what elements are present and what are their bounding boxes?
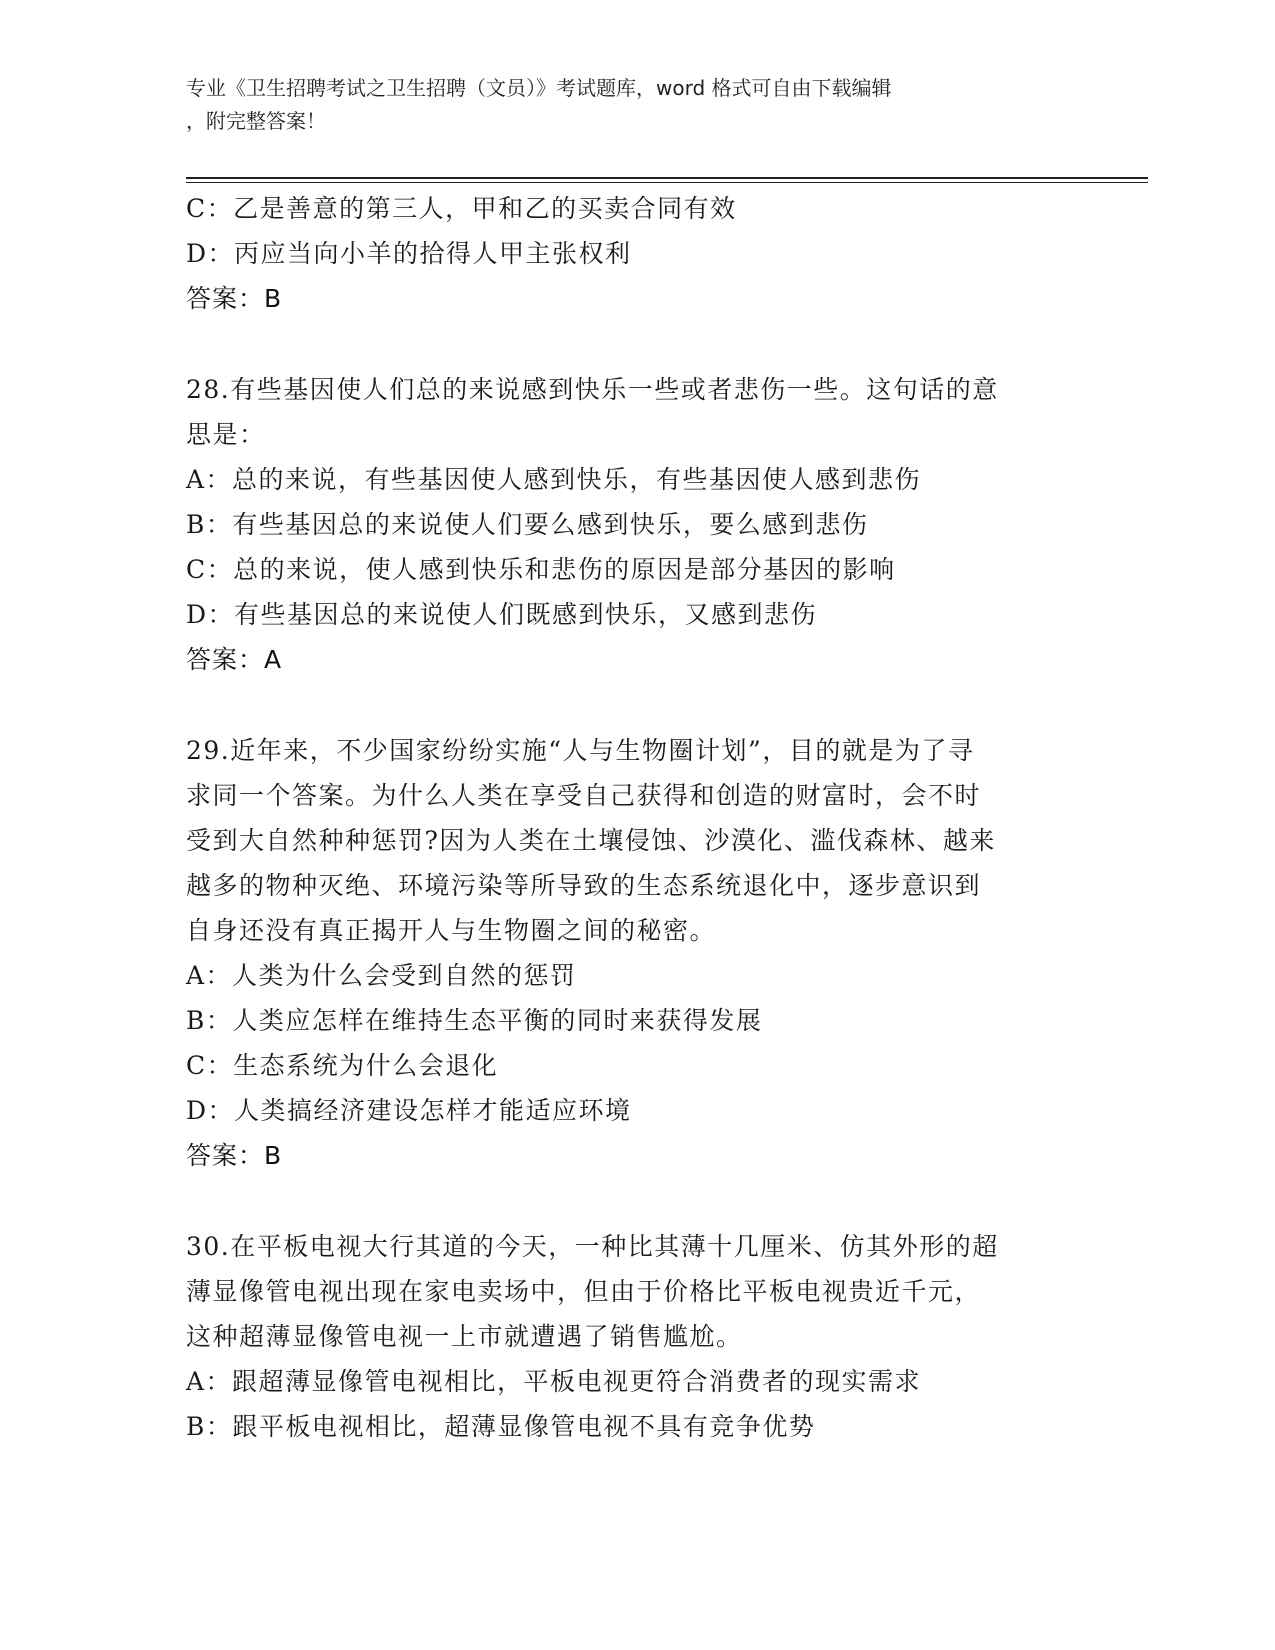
question-content <box>186 186 1126 1449</box>
option-c: C：生态系统为什么会退化 <box>186 1051 499 1080</box>
question-text: 薄显像管电视出现在家电卖场中，但由于价格比平板电视贵近千元， <box>186 1277 982 1306</box>
question-text: 28.有些基因使人们总的来说感到快乐一些或者悲伤一些。这句话的意 <box>186 375 999 404</box>
spacer <box>186 321 1126 367</box>
option-a: A：跟超薄显像管电视相比，平板电视更符合消费者的现实需求 <box>186 1367 922 1396</box>
option-c: C：总的来说，使人感到快乐和悲伤的原因是部分基因的影响 <box>186 555 896 584</box>
header-line-1: 专业《卫生招聘考试之卫生招聘（文员）》考试题库，word 格式可自由下载编辑 <box>186 76 892 100</box>
question-28 <box>186 367 1126 682</box>
question-text: 这种超薄显像管电视一上市就遭遇了销售尴尬。 <box>186 1322 743 1351</box>
option-b: B：有些基因总的来说使人们要么感到快乐，要么感到悲伤 <box>186 510 869 539</box>
page-header <box>186 72 1066 138</box>
answer: 答案：B <box>186 284 283 313</box>
header-rule-thick <box>186 177 1148 179</box>
header-rule-thin <box>186 182 1148 183</box>
question-30 <box>186 1224 1126 1449</box>
spacer <box>186 1178 1126 1224</box>
question-text: 29.近年来，不少国家纷纷实施“人与生物圈计划”，目的就是为了寻 <box>186 736 975 765</box>
option-b: B：跟平板电视相比，超薄显像管电视不具有竞争优势 <box>186 1412 816 1441</box>
answer: 答案：A <box>186 645 283 674</box>
question-text: 受到大自然种种惩罚?因为人类在土壤侵蚀、沙漠化、滥伐森林、越来 <box>186 826 996 855</box>
option-d: D：有些基因总的来说使人们既感到快乐，又感到悲伤 <box>186 600 818 629</box>
option-d: D：丙应当向小羊的拾得人甲主张权利 <box>186 239 632 268</box>
option-c: C：乙是善意的第三人，甲和乙的买卖合同有效 <box>186 194 737 223</box>
option-a: A：人类为什么会受到自然的惩罚 <box>186 961 577 990</box>
question-text: 越多的物种灭绝、环境污染等所导致的生态系统退化中，逐步意识到 <box>186 871 982 900</box>
option-b: B：人类应怎样在维持生态平衡的同时来获得发展 <box>186 1006 763 1035</box>
question-text: 思是： <box>186 420 266 449</box>
option-d: D：人类搞经济建设怎样才能适应环境 <box>186 1096 632 1125</box>
question-text: 求同一个答案。为什么人类在享受自己获得和创造的财富时，会不时 <box>186 781 982 810</box>
option-a: A：总的来说，有些基因使人感到快乐，有些基因使人感到悲伤 <box>186 465 922 494</box>
answer: 答案：B <box>186 1141 283 1170</box>
spacer <box>186 682 1126 728</box>
question-text: 自身还没有真正揭开人与生物圈之间的秘密。 <box>186 916 717 945</box>
header-line-2: ，附完整答案！ <box>186 109 326 133</box>
question-29 <box>186 728 1126 1178</box>
question-text: 30.在平板电视大行其道的今天，一种比其薄十几厘米、仿其外形的超 <box>186 1232 999 1261</box>
question-fragment <box>186 186 1126 321</box>
